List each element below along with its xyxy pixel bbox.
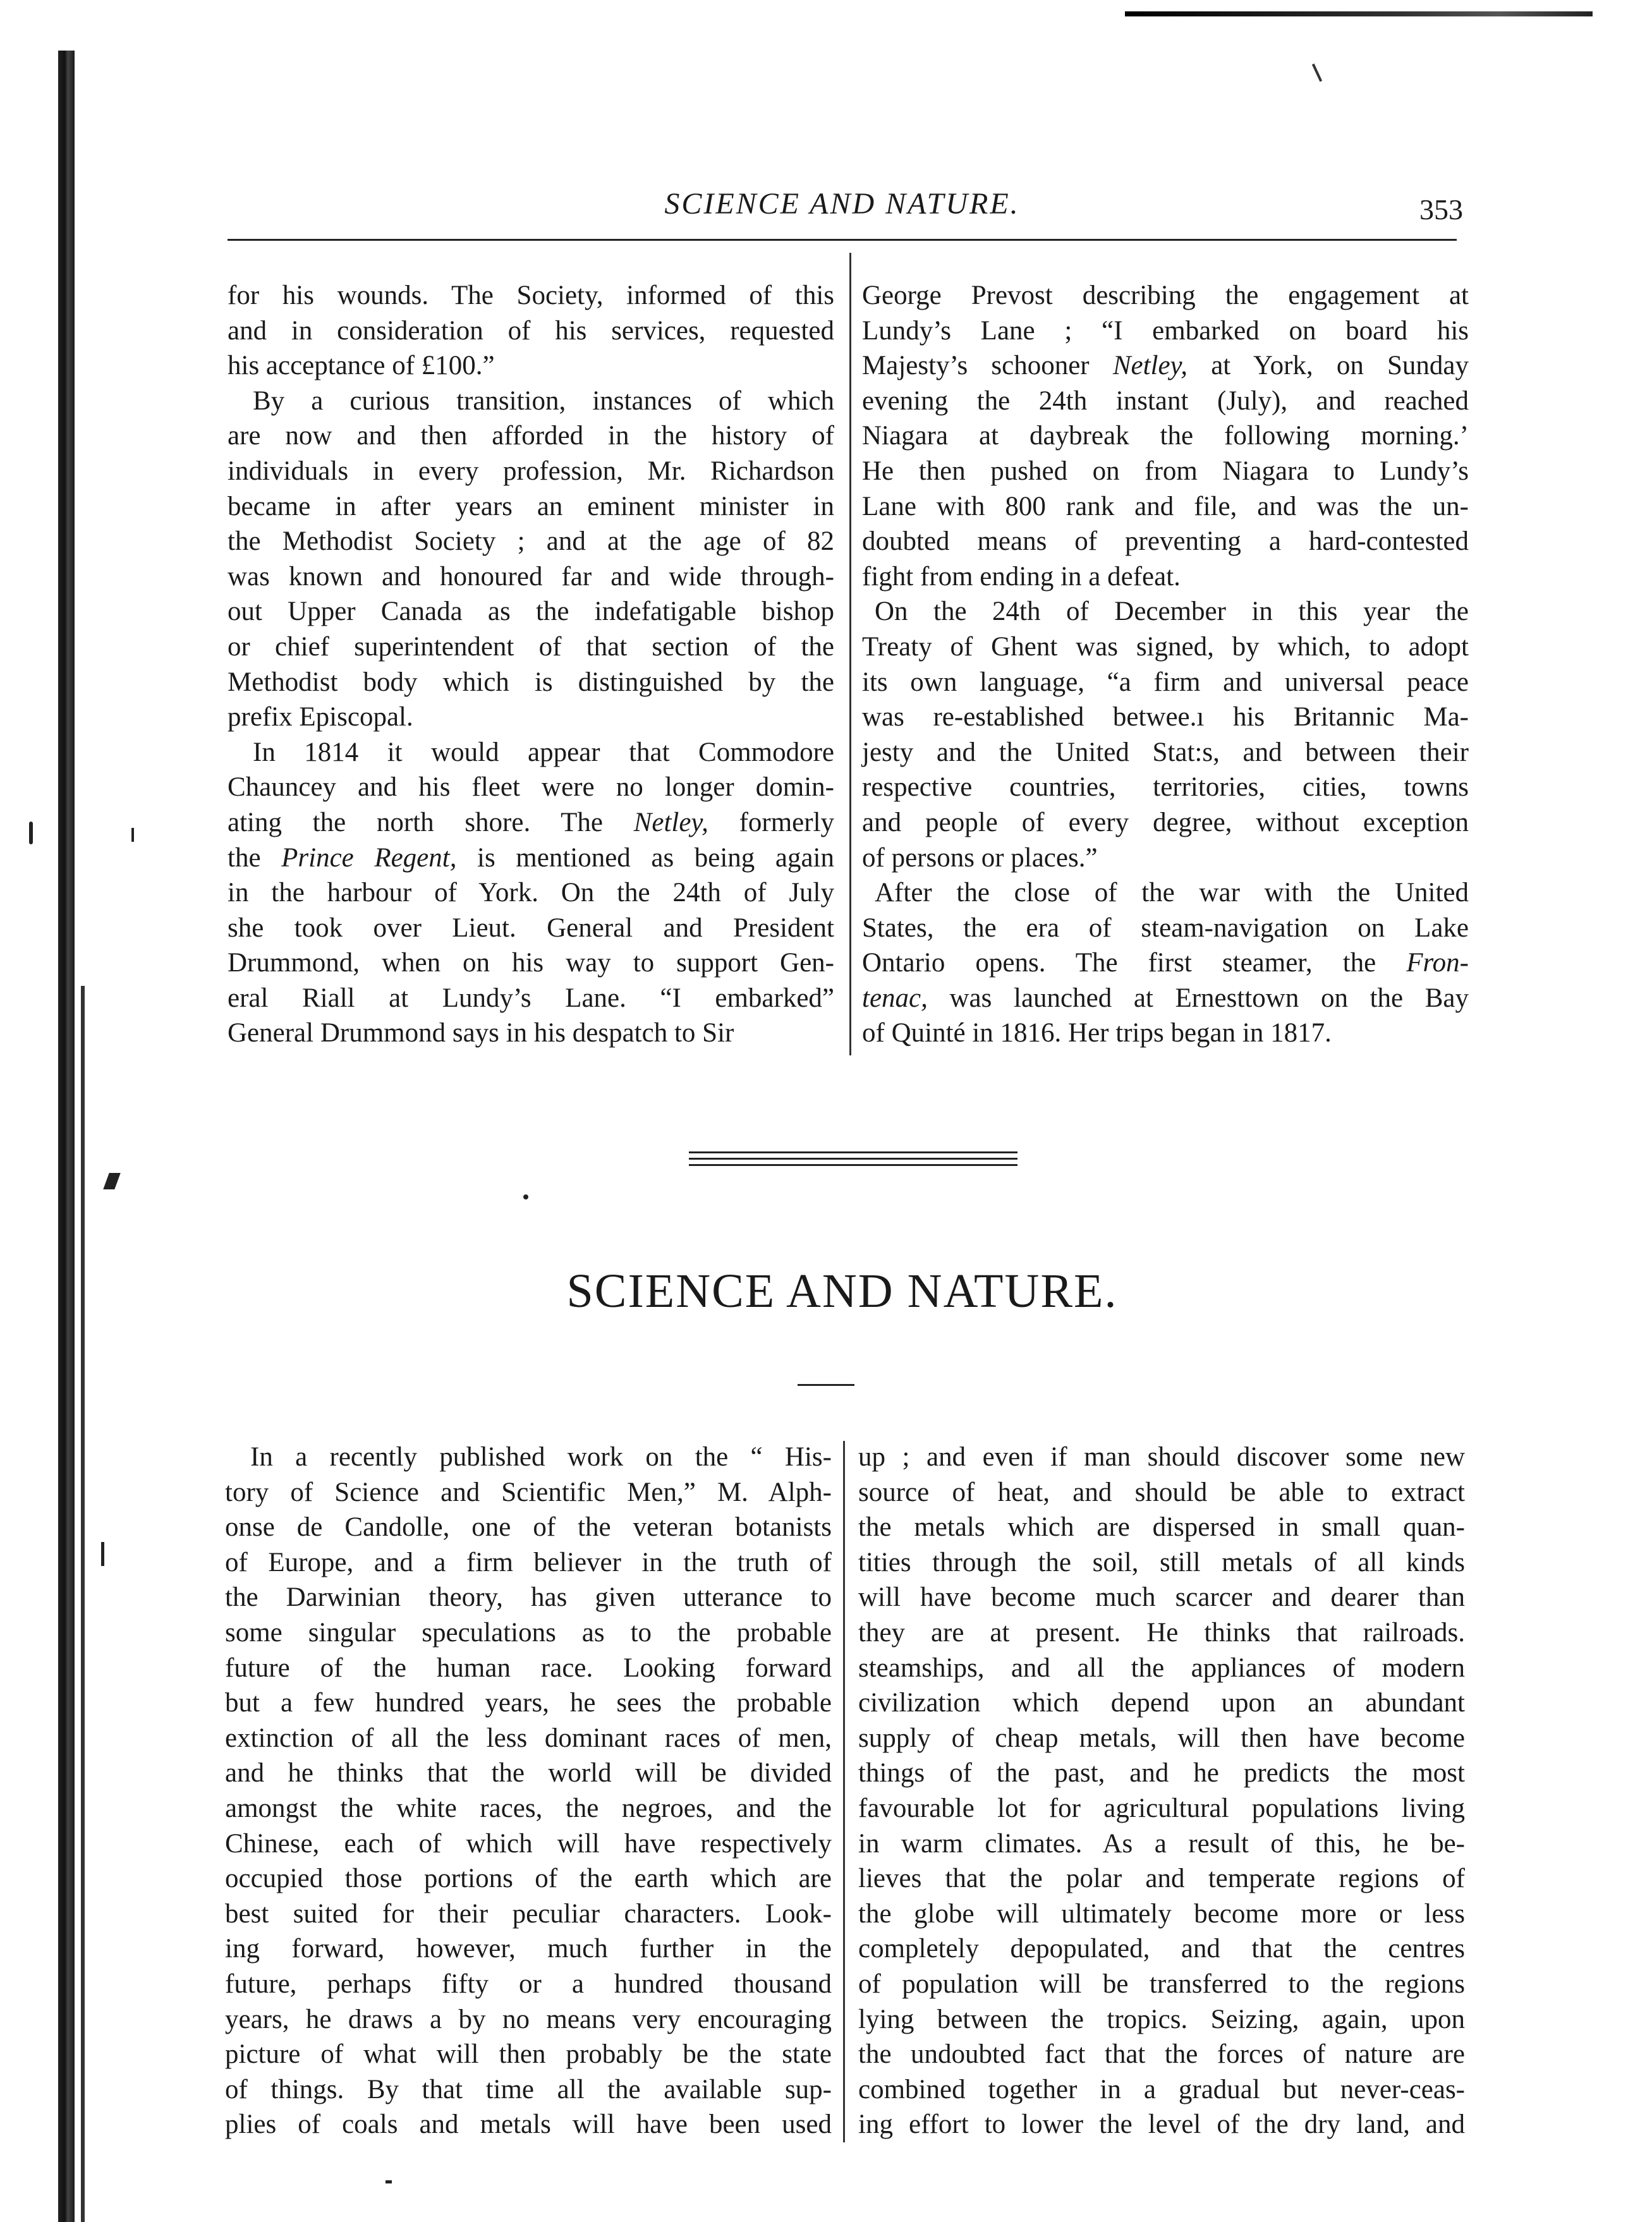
ship-name-prince-regent: Prince Regent, xyxy=(281,842,457,873)
text-run: Ontario opens. The first steamer, the xyxy=(862,948,1376,978)
text-line: things of the past, and he predicts the most xyxy=(858,1758,1465,1788)
section-separator xyxy=(689,1158,1017,1160)
text-line: years, he draws a by no means very encouraging xyxy=(225,2004,832,2034)
text-line: Chinese, each of which will have respectively xyxy=(225,1828,832,1859)
text-line: supply of cheap metals, will then have become xyxy=(858,1723,1465,1753)
text-line: jesty and the United Stat:s, and between their xyxy=(862,737,1469,767)
text-run: Majesty’s schooner xyxy=(862,351,1090,381)
text-line: future of the human race. Looking forward xyxy=(225,1653,832,1683)
text-line: States, the era of steam-navigation on Lake xyxy=(862,913,1469,943)
text-line: Methodist body which is distinguished by the xyxy=(228,667,834,697)
text-line: combined together in a gradual but never-ceas- xyxy=(858,2074,1465,2104)
text-line: lieves that the polar and temperate regions of xyxy=(858,1864,1465,1894)
text-line: they are at present. He thinks that railroads. xyxy=(858,1617,1465,1648)
text-line: source of heat, and should be able to extract xyxy=(858,1477,1465,1507)
text-line: General Drummond says in his despatch to Sir xyxy=(228,1018,734,1048)
text-line: was re-established betwee.ı his Britannic Ma- xyxy=(862,702,1469,732)
text-line: of things. By that time all the available sup- xyxy=(225,2074,832,2104)
scan-speck xyxy=(523,1194,528,1199)
text-run: the xyxy=(228,842,261,873)
text-line: the Darwinian theory, has given utterance to xyxy=(225,1582,832,1613)
text-line: in the harbour of York. On the 24th of July xyxy=(228,878,834,908)
scan-speck xyxy=(386,2180,392,2183)
text-line xyxy=(228,841,834,876)
text-line: individuals in every profession, Mr. Richardson xyxy=(228,456,834,486)
text-line: plies of coals and metals will have been used xyxy=(225,2110,832,2140)
text-line: the globe will ultimately become more or less xyxy=(858,1898,1465,1929)
running-head-title: SCIENCE AND NATURE. xyxy=(664,187,1020,221)
text-line: evening the 24th instant (July), and reached xyxy=(862,386,1469,416)
text-line: out Upper Canada as the indefatigable bishop xyxy=(228,597,834,627)
text-line: up ; and even if man should discover some new xyxy=(858,1442,1465,1472)
text-line: favourable lot for agricultural populations living xyxy=(858,1793,1465,1823)
column-rule xyxy=(843,1441,845,2142)
text-line: she took over Lieut. General and President xyxy=(228,913,834,943)
ship-name-netley: Netley, xyxy=(633,807,708,837)
running-head xyxy=(228,186,1463,226)
text-line: of persons or places.” xyxy=(862,842,1098,873)
ship-name-netley: Netley, xyxy=(1112,351,1188,381)
text-line: occupied those portions of the earth which are xyxy=(225,1864,832,1894)
text-run: ating the north shore. The xyxy=(228,807,603,837)
text-line: On the 24th of December in this year the xyxy=(875,597,1469,627)
continued-article-left-column xyxy=(228,278,834,1051)
text-line: but a few hundred years, he sees the probable xyxy=(225,1688,832,1718)
text-line: of Quinté in 1816. Her trips began in 1817. xyxy=(862,1018,1332,1048)
text-line: are now and then afforded in the history of xyxy=(228,421,834,451)
text-line: Niagara at daybreak the following morning.’ xyxy=(862,421,1469,451)
text-line: After the close of the war with the United xyxy=(875,878,1469,908)
text-line: prefix Episcopal. xyxy=(228,702,413,732)
text-line: was known and honoured far and wide through- xyxy=(228,561,834,592)
text-line: amongst the white races, the negroes, and the xyxy=(225,1793,832,1823)
text-line xyxy=(862,348,1469,384)
scan-speck xyxy=(101,1542,104,1566)
text-run: is mentioned as being again xyxy=(477,842,834,873)
text-line: completely depopulated, and that the centres xyxy=(858,1934,1465,1964)
text-line xyxy=(862,945,1469,981)
text-line: and in consideration of his services, requested xyxy=(228,315,834,346)
text-line: in warm climates. As a result of this, he be- xyxy=(858,1828,1465,1859)
text-line: tities through the soil, still metals of all kinds xyxy=(858,1547,1465,1577)
text-line: eral Riall at Lundy’s Lane. “I embarked” xyxy=(228,983,834,1013)
header-rule xyxy=(228,239,1457,241)
text-line: picture of what will then probably be the state xyxy=(225,2039,832,2070)
text-line: extinction of all the less dominant races of men, xyxy=(225,1723,832,1753)
scan-speck xyxy=(131,828,134,842)
text-line: for his wounds. The Society, informed of this xyxy=(228,281,834,310)
title-rule xyxy=(798,1384,854,1386)
scan-edge-mark xyxy=(1125,11,1593,16)
text-line: respective countries, territories, cities, towns xyxy=(862,772,1469,803)
text-run: at York, on Sunday xyxy=(1211,351,1469,381)
text-line: of population will be transferred to the regions xyxy=(858,1969,1465,1999)
text-line: the undoubted fact that the forces of nature are xyxy=(858,2039,1465,2070)
text-line: Drummond, when on his way to support Gen- xyxy=(228,948,834,978)
science-article-left-column xyxy=(225,1440,832,2142)
column-rule xyxy=(849,253,851,1055)
text-line: tory of Science and Scientific Men,” M. Alph- xyxy=(225,1477,832,1507)
text-line: became in after years an eminent minister in xyxy=(228,491,834,521)
text-line: ing effort to lower the level of the dry land, and xyxy=(858,2110,1465,2140)
text-line: doubted means of preventing a hard-contested xyxy=(862,526,1469,557)
text-line: civilization which depend upon an abundant xyxy=(858,1688,1465,1718)
text-line: best suited for their peculiar characters. Look- xyxy=(225,1898,832,1929)
scan-speck xyxy=(1312,64,1322,82)
ship-name-frontenac: tenac, xyxy=(862,983,928,1013)
text-line: steamships, and all the appliances of modern xyxy=(858,1653,1465,1683)
text-line: Lane with 800 rank and file, and was the un- xyxy=(862,491,1469,521)
text-line: and people of every degree, without exception xyxy=(862,807,1469,837)
text-line: He then pushed on from Niagara to Lundy’s xyxy=(862,456,1469,486)
text-line: and he thinks that the world will be divided xyxy=(225,1758,832,1788)
text-line: George Prevost describing the engagement at xyxy=(862,281,1469,310)
scan-speck xyxy=(103,1173,120,1189)
text-line: onse de Candolle, one of the veteran botanists xyxy=(225,1512,832,1543)
text-line: ing forward, however, much further in the xyxy=(225,1934,832,1964)
text-line: fight from ending in a defeat. xyxy=(862,561,1181,592)
science-article-right-column xyxy=(858,1440,1465,2142)
text-line: Lundy’s Lane ; “I embarked on board his xyxy=(862,315,1469,346)
text-line: of Europe, and a firm believer in the truth of xyxy=(225,1547,832,1577)
text-line: Treaty of Ghent was signed, by which, to adopt xyxy=(862,631,1469,662)
page-number: 353 xyxy=(1419,193,1463,226)
section-title: SCIENCE AND NATURE. xyxy=(566,1265,1118,1318)
text-line: will have become much scarcer and dearer than xyxy=(858,1582,1465,1613)
text-line: or chief superintendent of that section of the xyxy=(228,631,834,662)
text-run: formerly xyxy=(739,807,835,837)
binding-edge xyxy=(58,51,75,2222)
section-separator xyxy=(689,1164,1017,1166)
continued-article-right-column xyxy=(862,278,1469,1051)
text-line xyxy=(228,805,834,841)
scan-speck xyxy=(29,822,33,844)
text-line: lying between the tropics. Seizing, again, upon xyxy=(858,2004,1465,2034)
text-line: its own language, “a firm and universal peace xyxy=(862,667,1469,697)
text-line: Chauncey and his fleet were no longer domin- xyxy=(228,772,834,803)
ship-name-frontenac: Fron- xyxy=(1406,948,1469,978)
text-line: the metals which are dispersed in small quan- xyxy=(858,1512,1465,1543)
binding-edge-shadow xyxy=(81,986,85,2222)
text-line xyxy=(862,981,1469,1016)
text-line: In a recently published work on the “ His- xyxy=(250,1442,832,1472)
text-line: some singular speculations as to the probable xyxy=(225,1617,832,1648)
text-line: By a curious transition, instances of which xyxy=(253,386,834,416)
text-line: future, perhaps fifty or a hundred thousand xyxy=(225,1969,832,1999)
section-separator xyxy=(689,1151,1017,1153)
text-run: was launched at Ernesttown on the Bay xyxy=(949,983,1469,1013)
text-line: his acceptance of £100.” xyxy=(228,351,495,381)
text-line: In 1814 it would appear that Commodore xyxy=(253,737,834,767)
text-line: the Methodist Society ; and at the age of 82 xyxy=(228,526,834,557)
